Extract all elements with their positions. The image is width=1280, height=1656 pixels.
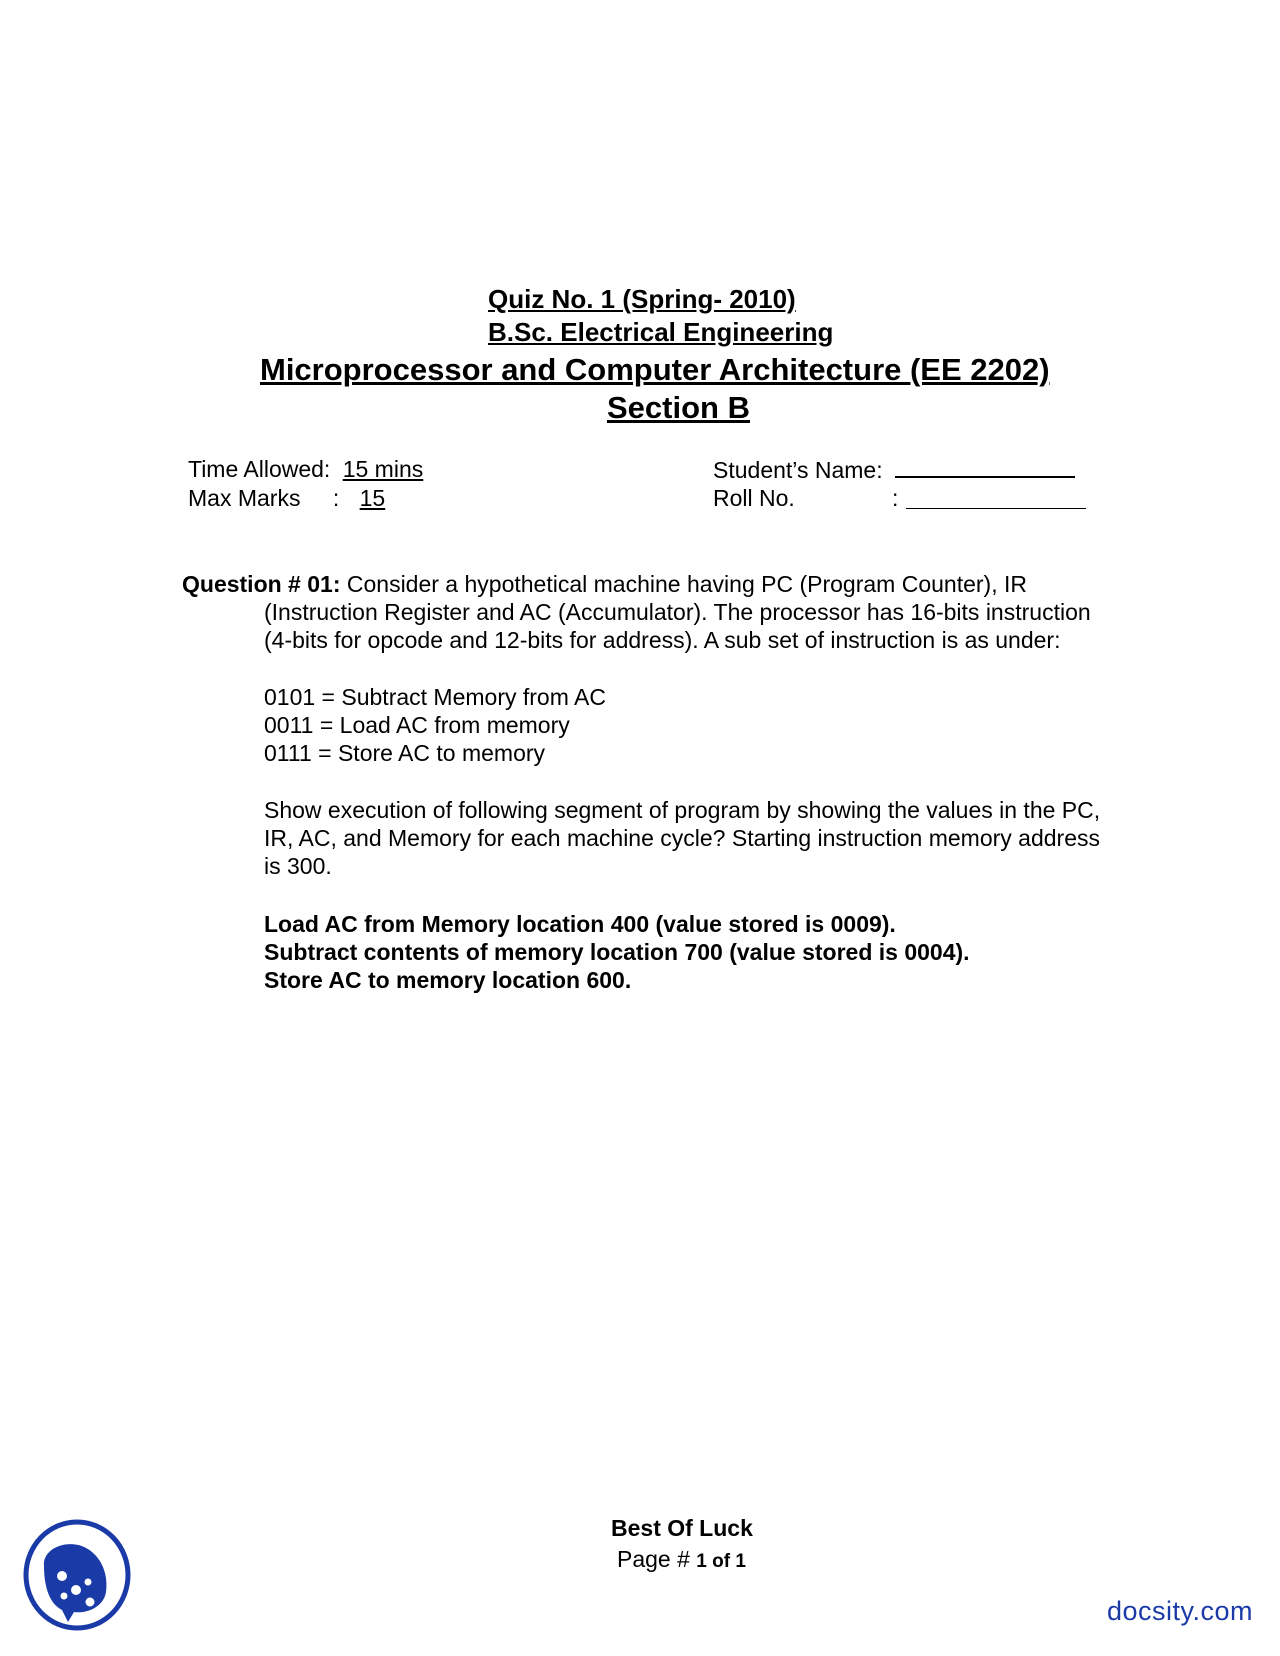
opcode-line: 0111 = Store AC to memory bbox=[264, 740, 546, 766]
max-marks-separator: : bbox=[332, 485, 340, 511]
question-first-line bbox=[182, 570, 1027, 598]
program-line: Load AC from Memory location 400 (value stored is 0009). bbox=[264, 911, 896, 937]
program-title: B.Sc. Electrical Engineering bbox=[488, 317, 834, 347]
question-label: Question # 01: bbox=[182, 571, 341, 597]
task-line-2: IR, AC, and Memory for each machine cycle? Starting instruction memory address bbox=[264, 825, 1101, 851]
page-value: 1 of 1 bbox=[696, 1551, 746, 1572]
question-intro-line-3: (4-bits for opcode and 12-bits for address). A sub set of instruction is as under: bbox=[264, 627, 1061, 653]
best-of-luck: Best Of Luck bbox=[611, 1515, 753, 1541]
student-name-row bbox=[713, 456, 1075, 484]
program-line: Subtract contents of memory location 700 (value stored is 0004). bbox=[264, 939, 970, 965]
program-line: Store AC to memory location 600. bbox=[264, 967, 632, 993]
section-title: Section B bbox=[607, 390, 750, 425]
time-allowed-label: Time Allowed: bbox=[188, 456, 331, 482]
student-name-label: Student’s Name: bbox=[713, 457, 883, 483]
page-prefix: Page # bbox=[617, 1546, 690, 1572]
question-intro-line-1: Consider a hypothetical machine having PC (Program Counter), IR bbox=[346, 571, 1027, 597]
task-line-3: is 300. bbox=[264, 853, 332, 879]
time-allowed-row bbox=[188, 456, 423, 483]
max-marks-label: Max Marks bbox=[188, 485, 301, 511]
opcode-line: 0011 = Load AC from memory bbox=[264, 712, 570, 738]
opcode-line: 0101 = Subtract Memory from AC bbox=[264, 684, 606, 710]
docsity-brand-link[interactable]: docsity.com bbox=[1107, 1596, 1254, 1626]
time-allowed-value: 15 mins bbox=[342, 456, 424, 482]
max-marks-value: 15 bbox=[359, 485, 386, 511]
roll-no-separator: : bbox=[892, 485, 899, 511]
page-number bbox=[617, 1546, 746, 1573]
docsity-logo-icon bbox=[22, 1518, 132, 1633]
quiz-title: Quiz No. 1 (Spring- 2010) bbox=[488, 284, 796, 314]
task-line-1: Show execution of following segment of program by showing the values in the PC, bbox=[264, 797, 1101, 823]
max-marks-row bbox=[188, 485, 385, 512]
roll-no-label: Roll No. bbox=[713, 485, 795, 511]
student-name-blank[interactable] bbox=[895, 456, 1075, 478]
course-title: Microprocessor and Computer Architecture (EE 2202) bbox=[260, 352, 1050, 387]
roll-no-blank[interactable] bbox=[906, 488, 1086, 509]
roll-no-row bbox=[713, 485, 899, 512]
question-intro-line-2: (Instruction Register and AC (Accumulator). The processor has 16-bits instruction bbox=[264, 599, 1091, 625]
